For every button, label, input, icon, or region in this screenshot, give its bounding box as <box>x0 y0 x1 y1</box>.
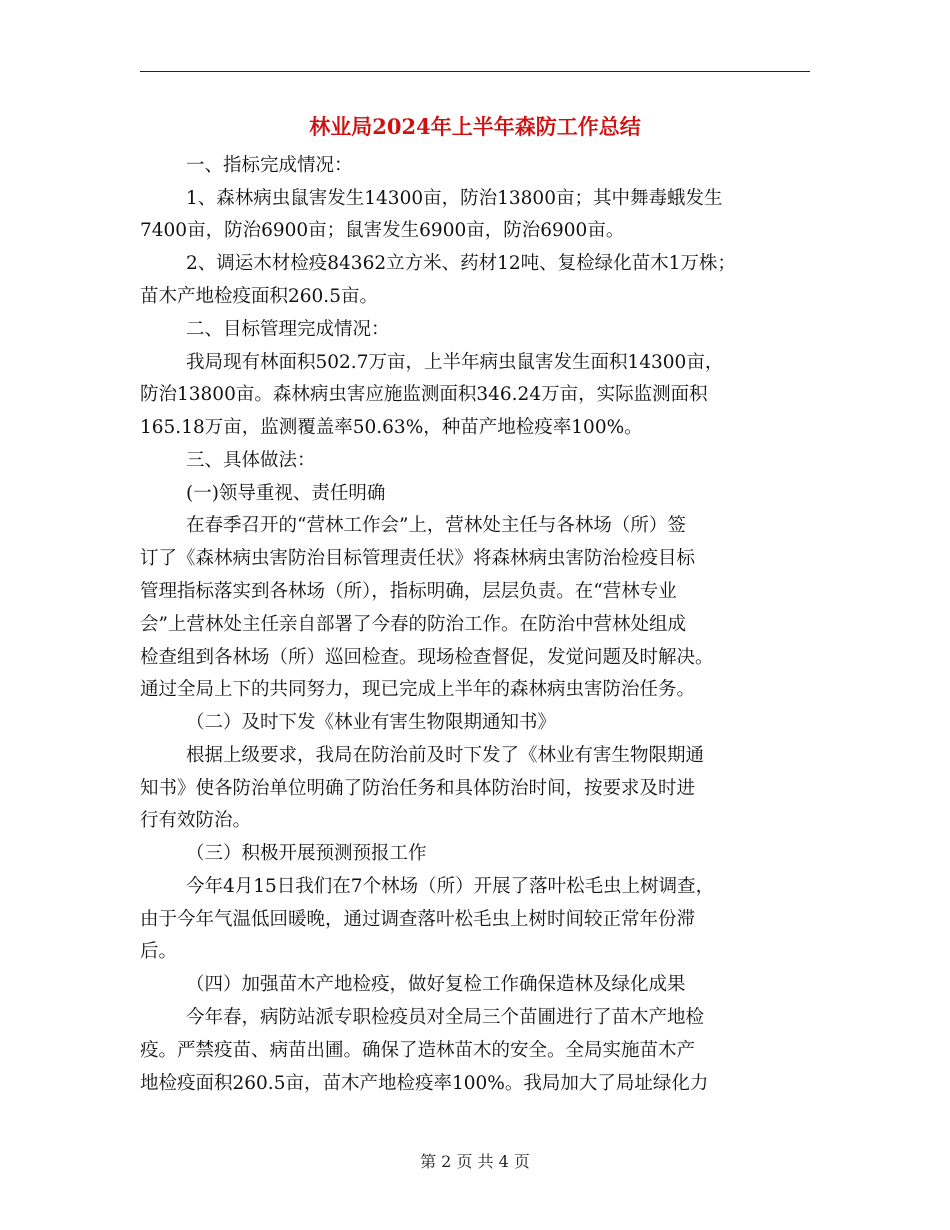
paragraph-line: 今年4月15日我们在7个林场（所）开展了落叶松毛虫上树调查， <box>186 876 715 897</box>
paragraph-line: 订了《森林病虫害防治目标管理责任状》将森林病虫害防治检疫目标 <box>140 548 696 569</box>
subsection-heading: (一)领导重视、责任明确 <box>186 483 386 504</box>
header-rule <box>140 71 810 72</box>
subsection-heading: （三）积极开展预测预报工作 <box>186 843 427 864</box>
paragraph-line: 管理指标落实到各林场（所），指标明确，层层负责。在“营林专业 <box>140 581 677 602</box>
paragraph-line: 通过全局上下的共同努力，现已完成上半年的森林病虫害防治任务。 <box>140 679 696 700</box>
paragraph-line: 后。 <box>140 941 178 962</box>
section-heading-1: 一、指标完成情况： <box>186 155 353 176</box>
paragraph-line: 苗木产地检疫面积260.5亩。 <box>140 286 378 307</box>
paragraph-line: 会”上营林处主任亲自部署了今春的防治工作。在防治中营林处组成 <box>140 614 686 635</box>
paragraph-line: 2、调运木材检疫84362立方米、药材12吨、复检绿化苗木1万株； <box>186 253 736 274</box>
subsection-heading: （二）及时下发《林业有害生物限期通知书》 <box>186 712 557 733</box>
paragraph-line: 我局现有林面积502.7万亩，上半年病虫鼠害发生面积14300亩， <box>186 352 724 373</box>
paragraph-line: 今年春，病防站派专职检疫员对全局三个苗圃进行了苗木产地检 <box>186 1007 705 1028</box>
paragraph-line: 7400亩，防治6900亩；鼠害发生6900亩，防治6900亩。 <box>140 220 625 241</box>
paragraph-line: 根据上级要求，我局在防治前及时下发了《林业有害生物限期通 <box>186 745 705 766</box>
paragraph-line: 165.18万亩，监测覆盖率50.63%，种苗产地检疫率100%。 <box>140 417 643 438</box>
paragraph-line: 防治13800亩。森林病虫害应施监测面积346.24万亩，实际监测面积 <box>140 384 708 405</box>
paragraph-line: 检查组到各林场（所）巡回检查。现场检查督促，发觉问题及时解决。 <box>140 647 714 668</box>
paragraph-line: 地检疫面积260.5亩，苗木产地检疫率100%。我局加大了局址绿化力 <box>140 1073 709 1094</box>
page-number-footer: 第 2 页 共 4 页 <box>420 1152 530 1171</box>
section-heading-2: 二、目标管理完成情况： <box>186 319 390 340</box>
paragraph-line: 知书》使各防治单位明确了防治任务和具体防治时间，按要求及时进 <box>140 778 696 799</box>
subsection-heading: （四）加强苗木产地检疫，做好复检工作确保造林及绿化成果 <box>186 974 686 995</box>
paragraph-line: 1、森林病虫鼠害发生14300亩，防治13800亩；其中舞毒蛾发生 <box>186 188 723 209</box>
paragraph-line: 在春季召开的“营林工作会”上，营林处主任与各林场（所）签 <box>186 515 686 536</box>
paragraph-line: 疫。严禁疫苗、病苗出圃。确保了造林苗木的安全。全局实施苗木产 <box>140 1040 696 1061</box>
document-title: 林业局2024年上半年森防工作总结 <box>309 114 641 139</box>
paragraph-line: 行有效防治。 <box>140 810 252 831</box>
paragraph-line: 由于今年气温低回暖晚，通过调查落叶松毛虫上树时间较正常年份滞 <box>140 909 696 930</box>
section-heading-3: 三、具体做法： <box>186 450 316 471</box>
